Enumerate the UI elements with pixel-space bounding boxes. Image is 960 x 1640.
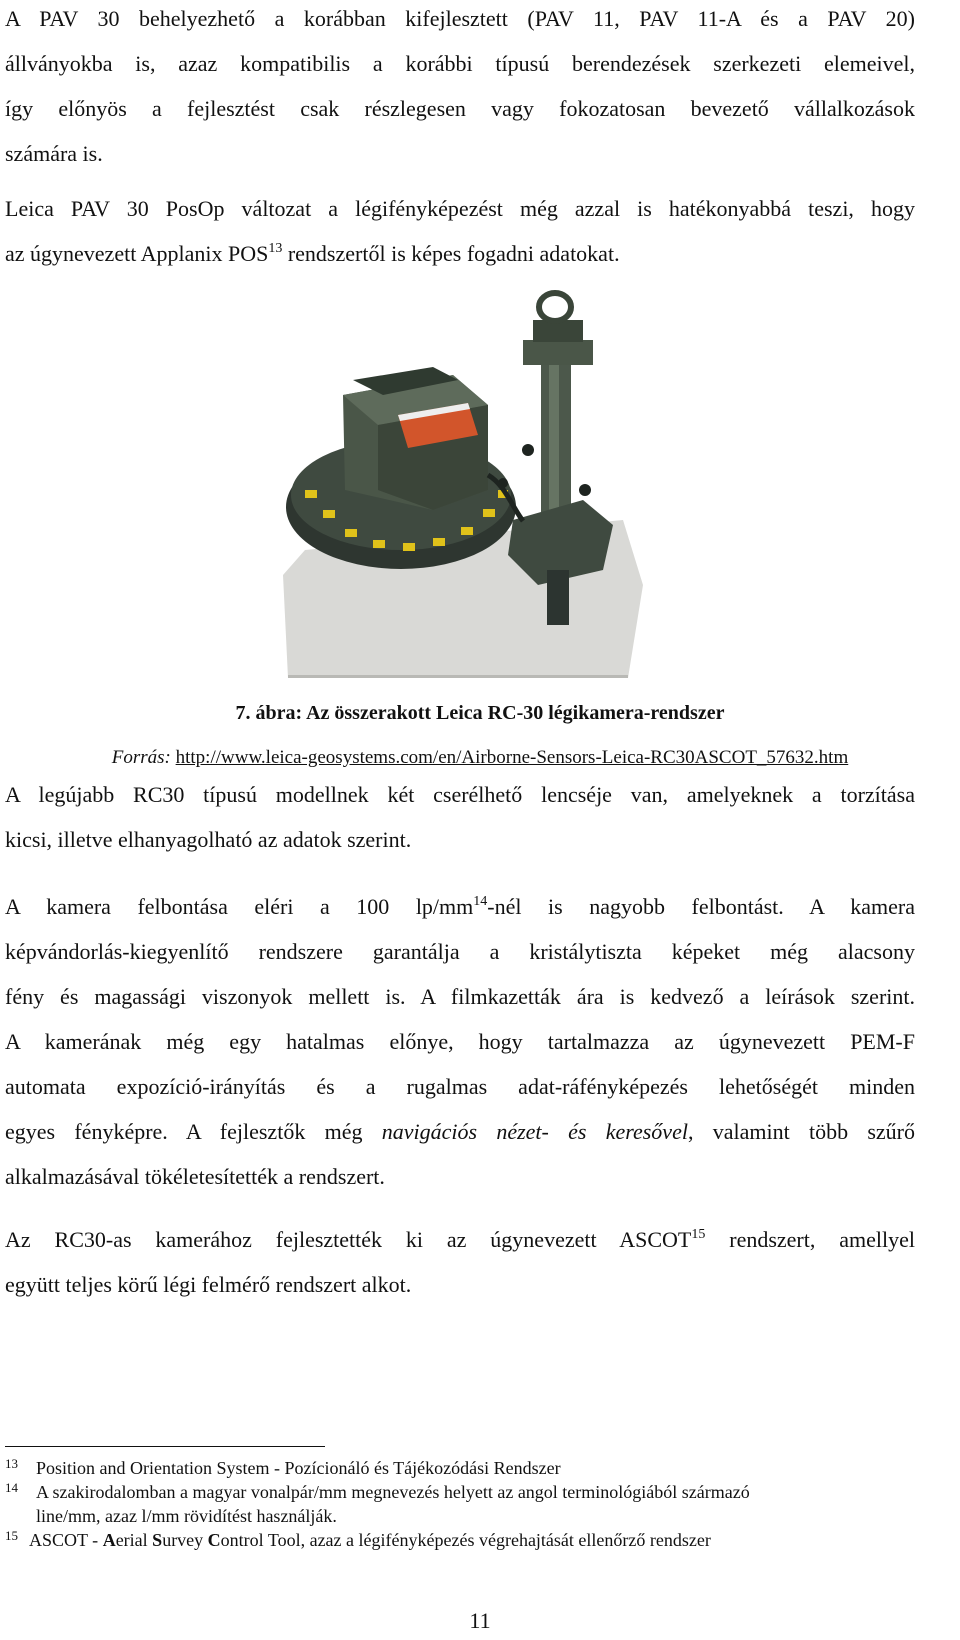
text-line: Az RC30-as kamerához fejlesztették ki az úgynevezett ASCOT$^{15}$ rendszert, amellyel	[5, 1227, 915, 1252]
figure-caption: 7. ábra: Az összerakott Leica RC-30 légikamera-rendszer	[235, 702, 725, 724]
text-line: az úgynevezett Applanix POS$^{13}$ rendszertől is képes fogadni adatokat.	[5, 241, 620, 266]
text-line: alkalmazásával tökéletesítették a rendszert.	[5, 1164, 385, 1189]
source-label: Forrás:	[111, 747, 171, 768]
text-line: állványokba is, azaz kompatibilis a korábbi típusú berendezések szerkezeti elemeivel,	[5, 51, 915, 76]
text-line: így előnyös a fejlesztést csak részlegesen vagy fokozatosan bevezető vállalkozások	[5, 96, 915, 121]
footnote-text: A szakirodalomban a magyar vonalpár/mm megnevezés helyett az angol terminológiából származó	[36, 1482, 750, 1502]
text-line: egyes fényképre. A fejlesztők még navigációs nézet- és keresővel, valamint több szűrő	[5, 1119, 915, 1144]
paragraph-4	[5, 884, 915, 1199]
paragraph-3	[5, 772, 915, 862]
text-line: Leica PAV 30 PosOp változat a légifényképezést még azzal is hatékonyabbá teszi, hogy	[5, 196, 915, 221]
footnote-separator	[5, 1446, 325, 1447]
text-line: kicsi, illetve elhanyagolható az adatok szerint.	[5, 827, 412, 852]
text-line: automata expozíció-irányítás és a rugalmas adat-ráfényképezés lehetőségét minden	[5, 1074, 915, 1099]
footnote-ref-15[interactable]: 15	[691, 1227, 706, 1242]
paragraph-1	[5, 0, 915, 176]
source-link[interactable]: http://www.leica-geosystems.com/en/Airborne-Sensors-Leica-RC30ASCOT_57632.htm	[175, 747, 849, 768]
paragraph-5	[5, 1217, 915, 1307]
footnote-number: 14	[5, 1480, 18, 1495]
text-line: képvándorlás-kiegyenlítő rendszere garantálja a kristálytiszta képeket még alacsony	[5, 939, 915, 964]
text-line: együtt teljes körű légi felmérő rendszert alkot.	[5, 1272, 412, 1297]
footnote-number: 15	[5, 1528, 18, 1543]
text-line: A kamerának még egy hatalmas előnye, hogy tartalmazza az úgynevezett PEM-F	[5, 1029, 915, 1054]
footnote-text: line/mm, azaz l/mm rövidítést használják.	[36, 1506, 337, 1526]
footnote-ref-14[interactable]: 14	[473, 894, 488, 909]
footnote-13	[5, 1456, 925, 1480]
footnote-number: 13	[5, 1456, 18, 1471]
page-number: 11	[469, 1608, 491, 1633]
camera-system-photo	[283, 285, 647, 678]
footnote-14	[5, 1480, 925, 1528]
footnote-15	[5, 1528, 925, 1552]
text-line: A kamera felbontása eléri a 100 $lp/mm^{14}$-nél is nagyobb felbontást. A kamera	[5, 894, 916, 919]
emphasis: navigációs nézet- és keresővel	[381, 1119, 688, 1144]
paragraph-2	[5, 186, 915, 276]
text-line: A legújabb RC30 típusú modellnek két cserélhető lencséje van, amelyeknek a torzítása	[5, 782, 915, 807]
figure-source	[0, 747, 960, 769]
footnote-ref-13[interactable]: 13	[268, 241, 283, 256]
footnote-text: Position and Orientation System - Pozícionáló és Tájékozódási Rendszer	[36, 1458, 561, 1478]
text-line: A PAV 30 behelyezhető a korábban kifejlesztett (PAV 11, PAV 11-A és a PAV 20)	[5, 6, 915, 31]
footnote-text: ASCOT - Aerial Survey Control Tool, azaz a légifényképezés végrehajtását ellenőrző rendszer	[29, 1530, 711, 1550]
text-line: fény és magassági viszonyok mellett is. A filmkazetták ára is kedvező a leírások szerint.	[5, 984, 915, 1009]
text-line: számára is.	[5, 141, 103, 166]
